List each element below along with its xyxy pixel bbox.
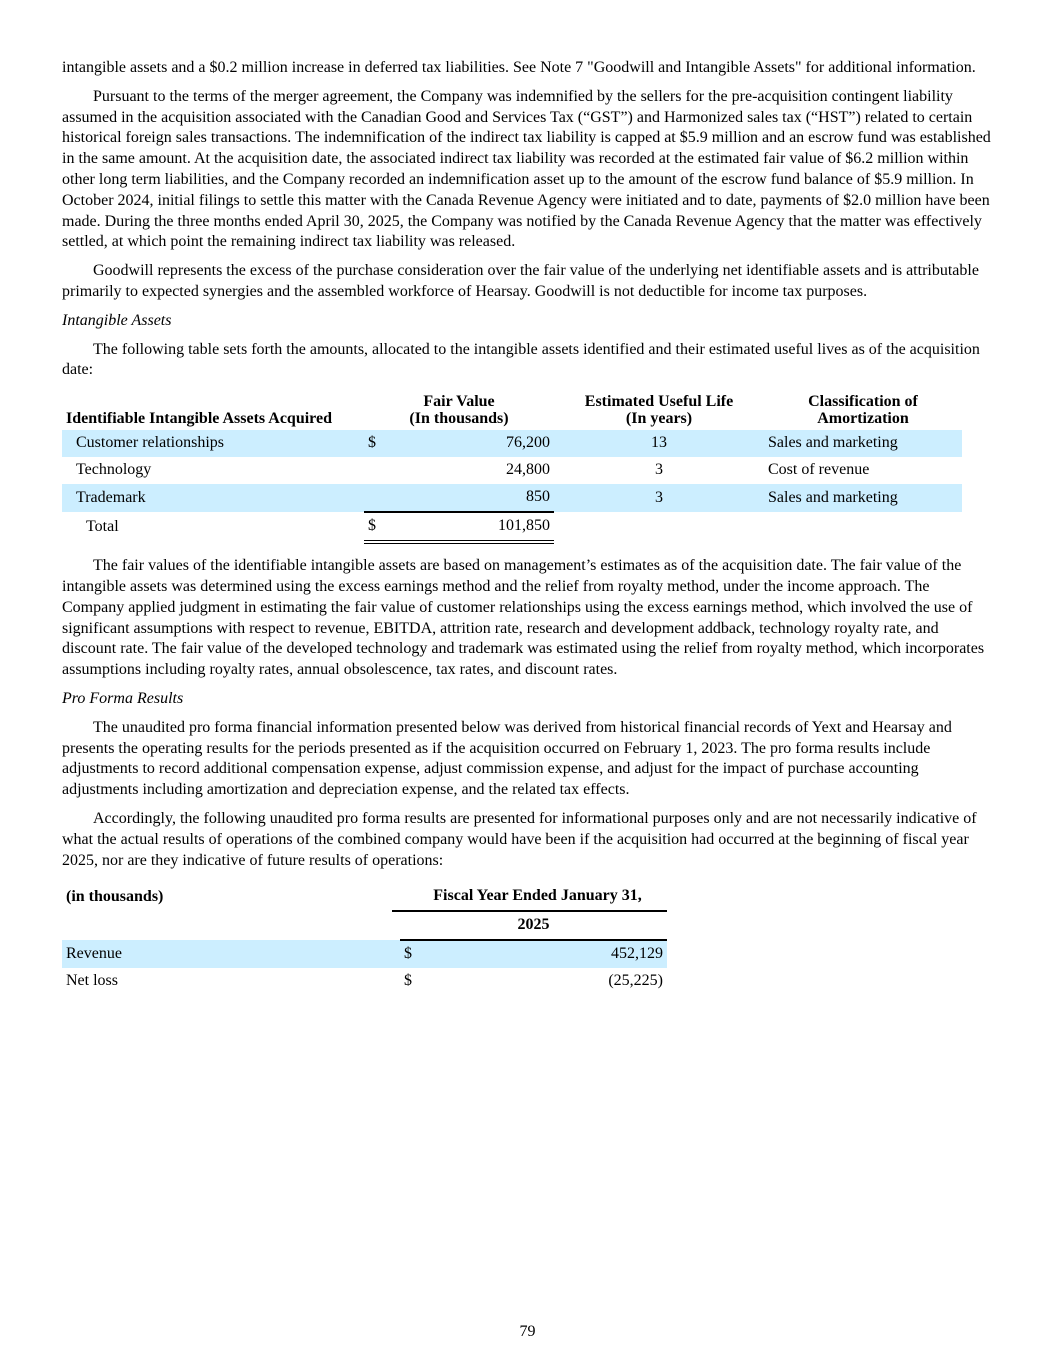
cell-value: (25,225) (608, 972, 663, 989)
table-row (62, 940, 667, 968)
paragraph-fair-value-method: The fair values of the identifiable intangible assets are based on management’s estimates as of the acquisition date. The fair value of the intangible assets was determined using the excess earnings method and the relief from royalty method, under the income approach. The Company applied judgment in estimating the fair value of customer relationships using the excess earnings method, which involved the use of significant assumptions with respect to revenue, EBITDA, attrition rate, research and development addback, technology royalty rate, and discount rate. The fair value of the developed technology and trademark was estimated using the relief from royalty method, which incorporates assumptions including royalty rates, annual obsolescence, tax rates, and discount rates. (62, 557, 985, 679)
cell-fair-value: 76,200 (384, 430, 554, 457)
paragraph-pro-forma-basis: The unaudited pro forma financial information presented below was derived from historical financial records of Yext and Hearsay and presents the operating results for the periods presented as if the acquisition occurred on February 1, 2023. The pro forma results include adjustments to record additional compensation expense, adjust commission expense, and adjust for the impact of purchase accounting adjustments including amortization and depreciation expense, and the related tax effects. (62, 718, 952, 799)
header-fair-value-line1: Fair Value (423, 393, 495, 411)
header-asset: Identifiable Intangible Assets Acquired (66, 410, 332, 428)
cell-classification: Sales and marketing (764, 430, 962, 457)
page-number: 79 (519, 1323, 536, 1340)
cell-label: Net loss (66, 972, 118, 989)
header-fair-value (364, 393, 554, 430)
table-total-row (62, 512, 962, 542)
pro-forma-year-row (62, 911, 667, 940)
table-row (62, 968, 667, 995)
cell-label: Revenue (62, 940, 392, 968)
cell-total-fair-value: 101,850 (384, 512, 554, 542)
cell-value: 452,129 (430, 940, 667, 968)
paragraph-pro-forma-disclaimer: Accordingly, the following unaudited pro forma results are presented for informational purposes only and are not necessarily indicative of what the actual results of operations of the combined company would have been if the acquisition had occurred at the beginning of fiscal year 2025, nor are they indicative of future results of operations: (62, 809, 977, 869)
paragraph-goodwill: Goodwill represents the excess of the purchase consideration over the fair value of the underlying net identifiable assets and is attributable primarily to expected synergies and the assembled workforce of Hearsay. Goodwill is not deductible for income tax purposes. (62, 262, 979, 300)
header-class-line2: Amortization (817, 410, 909, 428)
section-heading-intangible-assets: Intangible Assets (62, 311, 172, 329)
header-life-line1: Estimated Useful Life (584, 393, 734, 411)
section-heading-pro-forma: Pro Forma Results (62, 689, 184, 707)
cell-useful-life: 13 (554, 430, 764, 457)
cell-fair-value: 24,800 (506, 461, 550, 479)
header-fair-value-line2: (In thousands) (409, 410, 509, 428)
cell-currency: $ (364, 430, 384, 457)
cell-currency: $ (404, 972, 412, 989)
cell-asset: Customer relationships (62, 430, 364, 457)
cell-classification: Sales and marketing (764, 484, 962, 512)
cell-classification: Cost of revenue (768, 461, 870, 479)
cell-currency: $ (400, 940, 430, 968)
paragraph-deferred-tax: intangible assets and a $0.2 million increase in deferred tax liabilities. See Note 7 "Goodwill and Intangible Assets" for additional information. (62, 59, 976, 76)
header-useful-life (554, 393, 764, 430)
cell-asset: Trademark (62, 484, 364, 512)
cell-total-label: Total (86, 517, 119, 535)
header-unit-label: (in thousands) (66, 887, 164, 905)
document-page (62, 58, 994, 995)
cell-asset: Technology (76, 461, 152, 479)
pro-forma-table (62, 883, 667, 995)
table-row (62, 430, 962, 457)
cell-total-currency: $ (364, 512, 384, 542)
cell-useful-life: 3 (655, 461, 663, 479)
table-row (62, 457, 962, 484)
header-classification (764, 393, 962, 430)
header-period: Fiscal Year Ended January 31, (392, 883, 667, 911)
cell-currency (364, 457, 384, 484)
cell-fair-value: 850 (384, 484, 554, 512)
pro-forma-header-row (62, 883, 667, 911)
header-class-line1: Classification of (808, 393, 918, 411)
cell-useful-life: 3 (554, 484, 764, 512)
intangible-assets-table (62, 393, 962, 544)
table-row (62, 484, 962, 512)
paragraph-intangibles-intro: The following table sets forth the amounts, allocated to the intangible assets identified and their estimated useful lives as of the acquisition date: (62, 340, 980, 379)
cell-currency (364, 484, 384, 512)
paragraph-indemnification: Pursuant to the terms of the merger agreement, the Company was indemnified by the sellers for the pre-acquisition contingent liability assumed in the acquisition associated with the Canadian Good and Services Tax (“GST”) and Harmonized sales tax (“HST”) related to certain historical foreign sales transactions. The indemnification of the indirect tax liability is capped at $5.9 million and an escrow fund was established in the same amount. At the acquisition date, the associated indirect tax liability was recorded at the estimated fair value of $6.2 million within other long term liabilities, and the Company recorded an indemnification asset up to the amount of the escrow fund balance of $5.9 million. In October 2024, initial filings to settle this matter with the Canada Revenue Agency were initiated and to date, payments of $2.0 million have been made. During the three months ended April 30, 2025, the Company was notified by the Canada Revenue Agency that the matter was effectively settled, at which point the remaining indirect tax liability was released. (62, 87, 991, 251)
table-header-row (62, 393, 962, 430)
header-life-line2: (In years) (625, 410, 693, 428)
header-year: 2025 (400, 911, 667, 940)
